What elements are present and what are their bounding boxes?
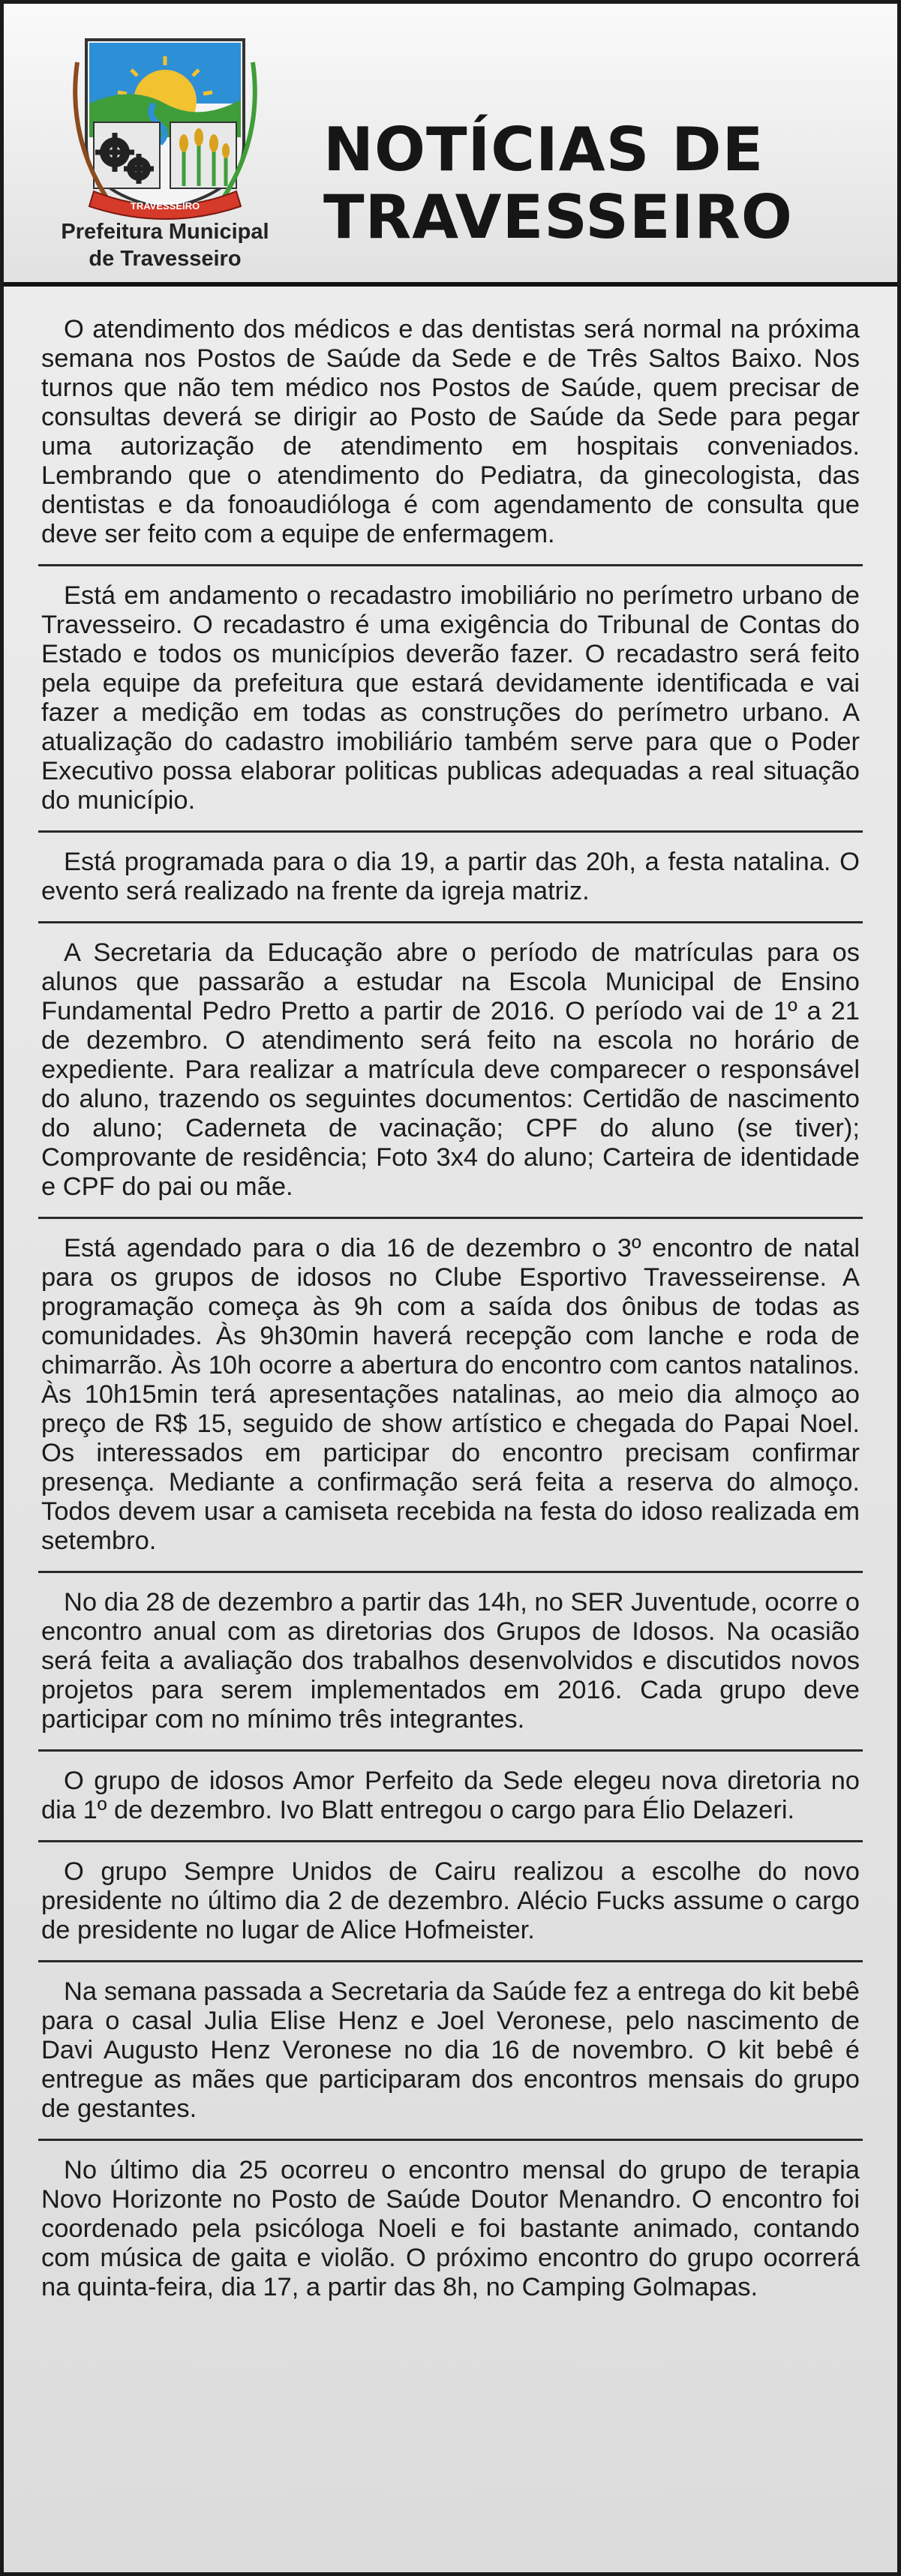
- news-item: Está programada para o dia 19, a partir das 20h, a festa natalina. O evento será realizado na frente da igreja matriz.: [38, 848, 863, 923]
- crest-caption-line1: Prefeitura Municipal: [61, 220, 269, 244]
- page-title: [323, 116, 871, 251]
- news-item: Está agendado para o dia 16 de dezembro o 3º encontro de natal para os grupos de idosos no Clube Esportivo Travesseirense. A programação começa às 9h com a saída dos ônibus de todas as comunidades. Às 9h30min haverá recepção com lanche e roda de chimarrão. Às 10h ocorre a abertura do encontro com cantos natalinos. Às 10h15min terá apresentações natalinas, ao meio dia almoço ao preço de R$ 15, seguido de show artístico e chegada do Papai Noel. Os interessados em participar do encontro precisam confirmar presença. Mediante a confirmação será feita a reserva do almoço. Todos devem usar a camiseta recebida na festa do idoso realizada em setembro.: [38, 1234, 863, 1573]
- news-item: Está em andamento o recadastro imobiliário no perímetro urbano de Travesseiro. O recadastro é uma exigência do Tribunal de Contas do Estado e todos os municípios deverão fazer. O recadastro será feito pela equipe da prefeitura que estará devidamente identificada e vai fazer a medição em todas as construções do perímetro urbano. A atualização do cadastro imobiliário também serve para que o Poder Executivo possa elaborar politicas publicas adequadas a real situação do município.: [38, 581, 863, 833]
- news-item: A Secretaria da Educação abre o período de matrículas para os alunos que passarão a estudar na Escola Municipal de Ensino Fundamental Pedro Pretto a partir de 2016. O período vai de 1º a 21 de dezembro. O atendimento será feito na escola no horário de expediente. Para realizar a matrícula deve comparecer o responsável do aluno, trazendo os seguintes documentos: Certidão de nascimento do aluno; Caderneta de vacinação; CPF do aluno (se tiver); Comprovante de residência; Foto 3x4 do aluno; Carteira de identidade e CPF do pai ou mãe.: [38, 938, 863, 1219]
- news-list: [4, 287, 897, 2317]
- crest-caption: [34, 218, 296, 272]
- news-item: No último dia 25 ocorreu o encontro mensal do grupo de terapia Novo Horizonte no Posto de Saúde Doutor Menandro. O encontro foi coordenado pela psicóloga Noeli e foi bastante animado, contando com música de gaita e violão. O próximo encontro do grupo ocorrerá na quinta-feira, dia 17, a partir das 8h, no Camping Golmapas.: [41, 2156, 860, 2301]
- title-line2: TRAVESSEIRO: [323, 182, 793, 252]
- news-item: O grupo Sempre Unidos de Cairu realizou a escolhe do novo presidente no último dia 2 de dezembro. Alécio Fucks assume o cargo de presidente no lugar de Alice Hofmeister.: [38, 1857, 863, 1962]
- municipal-crest-logo: [64, 32, 266, 220]
- news-item: No dia 28 de dezembro a partir das 14h, no SER Juventude, ocorre o encontro anual com as diretorias dos Grupos de Idosos. Na ocasião será feita a avaliação dos trabalhos desenvolvidos e discutidos novos projetos para serem implementados em 2016. Cada grupo deve participar com no mínimo três integrantes.: [38, 1588, 863, 1752]
- news-item: O atendimento dos médicos e das dentistas será normal na próxima semana nos Postos de Saúde da Sede e de Três Saltos Baixo. Nos turnos que não tem médico nos Postos de Saúde, quem precisar de consultas deverá se dirigir ao Posto de Saúde da Sede para pegar uma autorização de atendimento em hospitais conveniados. Lembrando que o atendimento do Pediatra, da ginecologista, das dentistas e da fonoaudióloga é com agendamento de consulta que deve ser feito com a equipe de enfermagem.: [38, 315, 863, 566]
- title-line1: NOTÍCIAS DE: [323, 115, 764, 185]
- crest-ribbon-text: TRAVESSEIRO: [130, 200, 200, 212]
- page-header: [4, 4, 897, 287]
- news-item: Na semana passada a Secretaria da Saúde fez a entrega do kit bebê para o casal Julia Elise Henz e Joel Veronese, pelo nascimento de Davi Augusto Henz Veronese no dia 16 de novembro. O kit bebê é entregue as mães que participaram dos encontros mensais do grupo de gestantes.: [38, 1977, 863, 2141]
- crest-caption-line2: de Travesseiro: [89, 247, 242, 271]
- news-item: O grupo de idosos Amor Perfeito da Sede elegeu nova diretoria no dia 1º de dezembro. Ivo Blatt entregou o cargo para Élio Delazeri.: [38, 1767, 863, 1842]
